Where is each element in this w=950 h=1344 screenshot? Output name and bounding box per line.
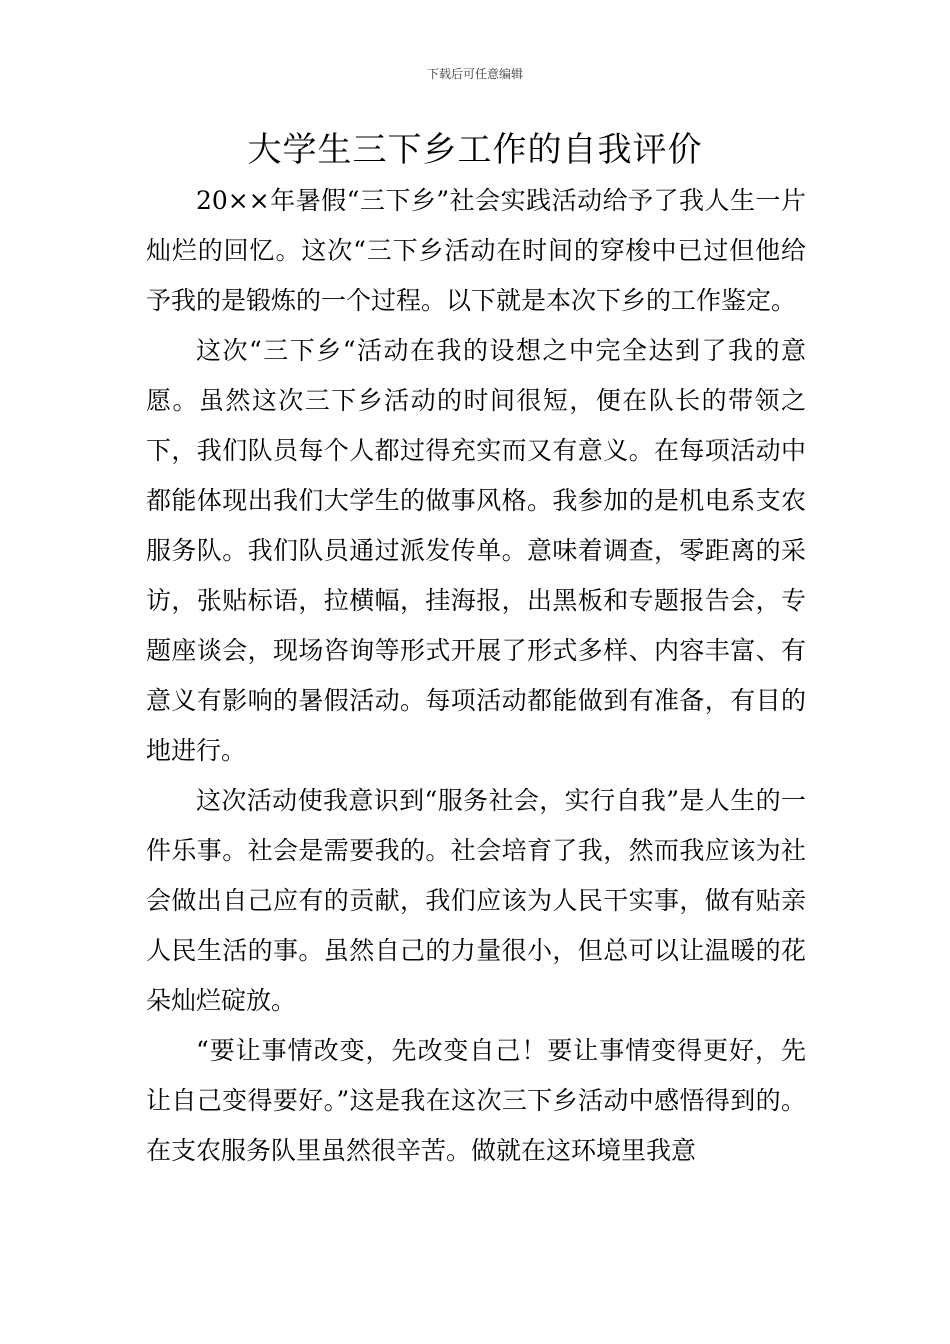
paragraph-3: 这次活动使我意识到“服务社会，实行自我”是人生的一件乐事。社会是需要我的。社会培育了我，然而我应该为社会做出自己应有的贡献，我们应该为人民干实事，做有贴亲人民生活的事。虽然自己的力量很小，但总可以让温暖的花朵灿烂碇放。 [146, 786, 806, 1015]
paragraph-2: 这次“三下乡“活动在我的设想之中完全达到了我的意愿。虽然这次三下乡活动的时间很短，便在队长的带领之下，我们队员每个人都过得充实而又有意义。在每项活动中都能体现出我们大学生的做事风格。我参加的是机电系支农服务队。我们队员通过派发传单。意味着调查，零距离的采访，张贴标语，拉横幅，挂海报，出黑板和专题报告会，专题座谈会，现场咨询等形式开展了形式多样、内容丰富、有意义有影响的暑假活动。每项活动都能做到有准备，有目的地进行。 [146, 336, 806, 765]
document-body [146, 176, 806, 1176]
paragraph-1: 20××年暑假“三下乡”社会实践活动给予了我人生一片灿烂的回忆。这次“三下乡活动在时间的穿梭中已过但他给予我的是锻炼的一个过程。以下就是本次下乡的工作鉴定。 [146, 186, 806, 315]
paragraph-4: “要让事情改变，先改变自己！要让事情变得更好，先让自己变得要好。”这是我在这次三下乡活动中感悟得到的。在支农服务队里虽然很辛苦。做就在这环境里我意 [146, 1036, 806, 1165]
page-header-note: 下载后可任意编辑 [426, 67, 523, 81]
document-title: 大学生三下乡工作的自我评价 [247, 130, 703, 170]
